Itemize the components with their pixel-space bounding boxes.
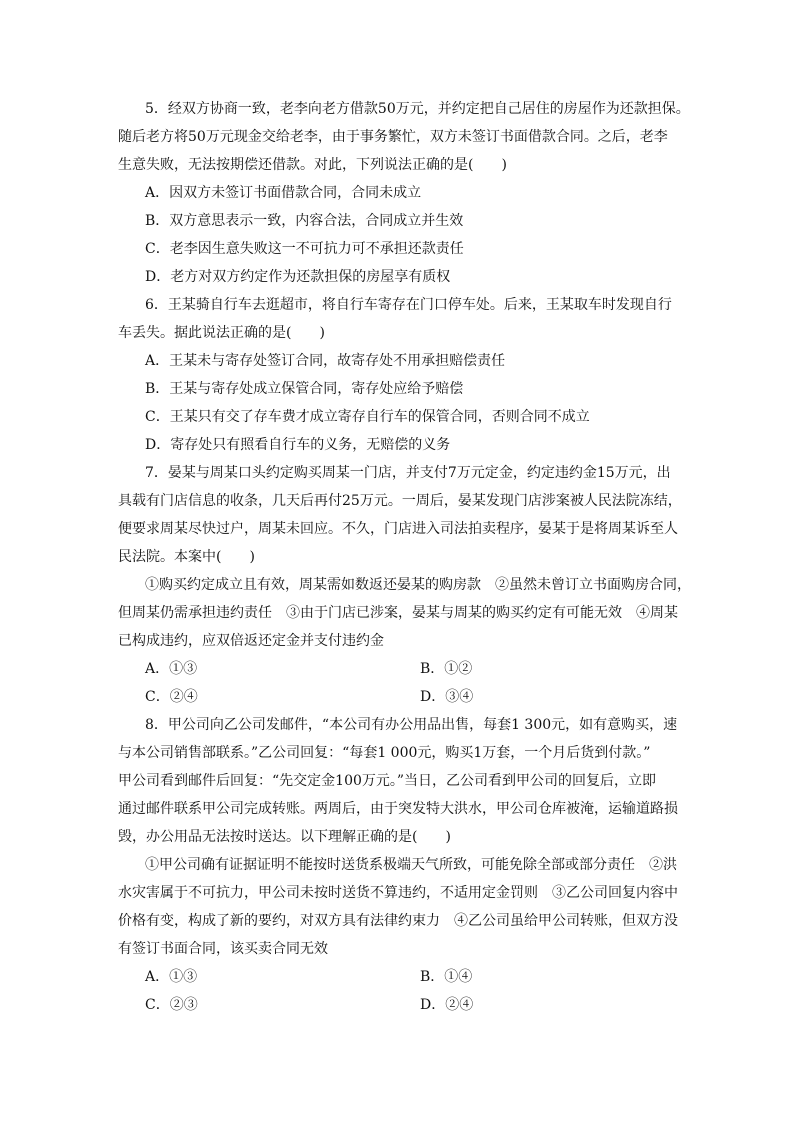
q8-line-2: 与本公司销售部联系。”乙公司回复：“每套1 000元，购买1万套，一个月后货到付款。” [118, 745, 651, 761]
q8-line-4: 通过邮件联系甲公司完成转账。两周后，由于突发特大洪水，甲公司仓库被淹，运输道路损 [118, 801, 678, 817]
q6-option-b: B．王某与寄存处成立保管合同，寄存处应给予赔偿 [145, 381, 464, 397]
q6-option-c: C．王某只有交了存车费才成立寄存自行车的保管合同，否则合同不成立 [145, 409, 590, 425]
q5-line-1: 5．经双方协商一致，老李向老方借款50万元，并约定把自己居住的房屋作为还款担保。 [145, 101, 690, 117]
q7-line-4: 民法院。本案中( ) [118, 549, 255, 565]
q7-statement-3: 已构成违约，应双倍返还定金并支付违约金 [118, 633, 384, 649]
q8-line-3: 甲公司看到邮件后回复：“先交定金100万元。”当日，乙公司看到甲公司的回复后，立即 [118, 773, 657, 789]
q7-line-2: 具载有门店信息的收条，几天后再付25万元。一周后，晏某发现门店涉案被人民法院冻结， [118, 493, 682, 509]
q6-option-d: D．寄存处只有照看自行车的义务，无赔偿的义务 [145, 437, 451, 453]
q8-statement-2: 水灾害属于不可抗力，甲公司未按时送货不算违约，不适用定金罚则 ③乙公司回复内容中 [118, 885, 678, 901]
q5-option-d: D．老方对双方约定作为还款担保的房屋享有质权 [145, 269, 451, 285]
q8-statement-3: 价格有变，构成了新的要约，对双方具有法律约束力 ④乙公司虽给甲公司转账，但双方没 [118, 913, 678, 929]
q7-option-d: D．③④ [420, 689, 474, 705]
q5-line-2: 随后老方将50万元现金交给老李，由于事务繁忙，双方未签订书面借款合同。之后，老李 [118, 129, 668, 145]
q7-statement-2: 但周某仍需承担违约责任 ③由于门店已涉案，晏某与周某的购买约定有可能无效 ④周某 [118, 605, 678, 621]
q5-option-c: C．老李因生意失败这一不可抗力可不承担还款责任 [145, 241, 464, 257]
q6-option-a: A．王某未与寄存处签订合同，故寄存处不用承担赔偿责任 [145, 353, 506, 369]
q7-line-3: 便要求周某尽快过户，周某未回应。不久，门店进入司法拍卖程序，晏某于是将周某诉至人 [118, 521, 678, 537]
q8-line-5: 毁，办公用品无法按时送达。以下理解正确的是( ) [118, 829, 451, 845]
q8-statement-4: 有签订书面合同，该买卖合同无效 [118, 941, 328, 957]
q7-option-a: A．①③ [145, 661, 198, 677]
q7-statement-1: ①购买约定成立且有效，周某需如数返还晏某的购房款 ②虽然未曾订立书面购房合同， [145, 577, 691, 593]
q8-option-d: D．②④ [420, 997, 474, 1013]
q8-option-a: A．①③ [145, 969, 198, 985]
q8-line-1: 8．甲公司向乙公司发邮件，“本公司有办公用品出售，每套1 300元，如有意购买，速 [145, 717, 678, 733]
q7-option-c: C．②④ [145, 689, 198, 705]
q8-statement-1: ①甲公司确有证据证明不能按时送货系极端天气所致，可能免除全部或部分责任 ②洪 [145, 857, 677, 873]
q7-line-1: 7．晏某与周某口头约定购买周某一门店，并支付7万元定金，约定违约金15万元，出 [145, 465, 671, 481]
q6-line-2: 车丢失。据此说法正确的是( ) [118, 325, 325, 341]
q5-line-3: 生意失败，无法按期偿还借款。对此，下列说法正确的是( ) [118, 157, 507, 173]
q6-line-1: 6．王某骑自行车去逛超市，将自行车寄存在门口停车处。后来，王某取车时发现自行 [145, 297, 672, 313]
q5-option-b: B．双方意思表示一致，内容合法，合同成立并生效 [145, 213, 464, 229]
q7-option-b: B．①② [420, 661, 473, 677]
q8-option-c: C．②③ [145, 997, 198, 1013]
q8-option-b: B．①④ [420, 969, 473, 985]
q5-option-a: A．因双方未签订书面借款合同，合同未成立 [145, 185, 422, 201]
